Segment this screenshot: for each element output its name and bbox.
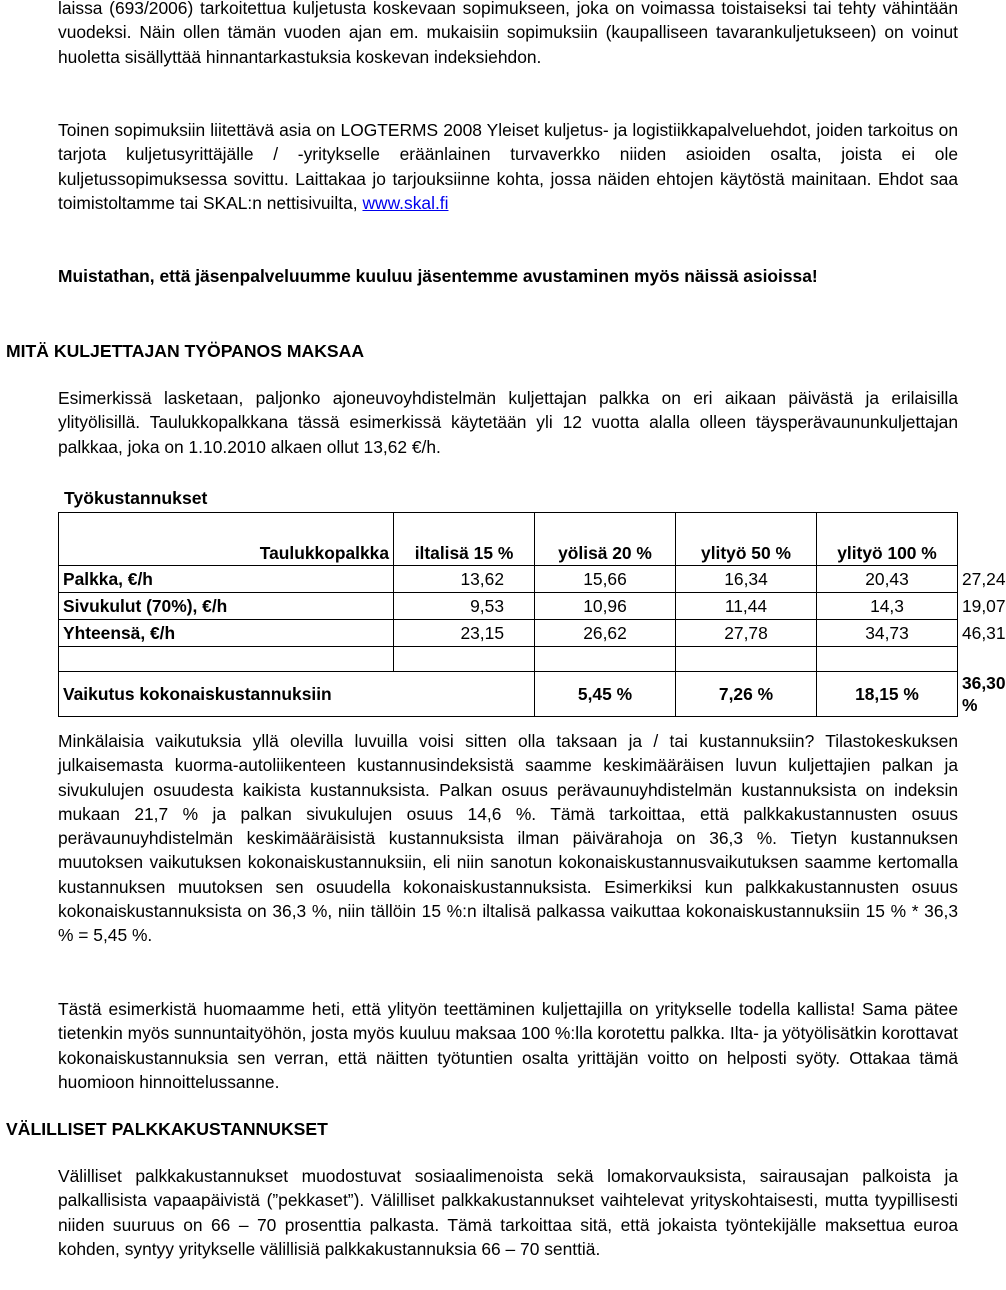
paragraph-logterms (58, 118, 958, 215)
table-cell: 18,15 % (817, 672, 958, 717)
table-cell: 13,62 (394, 566, 535, 593)
header-night-bonus: yölisä 20 % (535, 513, 676, 566)
row-label: Sivukulut (70%), €/h (59, 593, 394, 620)
row-label: Palkka, €/h (59, 566, 394, 593)
table-row: Palkka, €/h 13,62 15,66 16,34 20,43 27,24 (59, 566, 958, 593)
table-cell: 9,53 (394, 593, 535, 620)
table-cell: 15,66 (535, 566, 676, 593)
header-evening-bonus: iltalisä 15 % (394, 513, 535, 566)
heading-driver-cost: MITÄ KULJETTAJAN TYÖPANOS MAKSAA (6, 341, 365, 361)
table-row: Sivukulut (70%), €/h 9,53 10,96 11,44 14,3 19,07 (59, 593, 958, 620)
table-impact-row: Vaikutus kokonaiskustannuksiin 5,45 % 7,26 % 18,15 % 36,30 % (59, 672, 958, 717)
table-cell: 34,73 (817, 620, 958, 647)
row-label: Yhteensä, €/h (59, 620, 394, 647)
impact-label: Vaikutus kokonaiskustannuksiin (59, 672, 535, 717)
paragraph-example: Esimerkissä lasketaan, paljonko ajoneuvoyhdistelmän kuljettajan palkka on eri aikaan päivästä ja erilaisilla ylityölisillä. Taulukkopalkkana tässä esimerkissä käytetään yli 12 vuotta alalla olleen täysperävaununkuljettajan palkkaa, joka on 1.10.2010 alkaen ollut 13,62 €/h. (58, 388, 958, 457)
paragraph-intro: laissa (693/2006) tarkoitettua kuljetusta koskevaan sopimukseen, joka on voimassa toistaiseksi tai tehty vähintään vuodeksi. Näin ollen tämän vuoden ajan em. mukaisiin sopimuksiin (kaupalliseen tavarankuljetukseen) on voinut huoletta sisällyttää hinnantarkastuksia koskevan indeksiehdon. (58, 0, 958, 67)
table-cell: 16,34 (676, 566, 817, 593)
table-cell: 14,3 (817, 593, 958, 620)
paragraph-logterms-text: Toinen sopimuksiin liitettävä asia on LOGTERMS 2008 Yleiset kuljetus- ja logistiikkapalveluehdot, joiden tarkoitus on tarjota kuljetusyrittäjälle / -yritykselle eräänlainen turvaverkko niiden asioiden osalta, joista ei ole kuljetussopimuksessa sovittu. Laittakaa jo tarjouksiinne kohta, jossa näiden ehtojen käytöstä mainitaan. Ehdot saa toimistoltamme tai SKAL:n nettisivuilta, (58, 120, 958, 213)
table-cell: 26,62 (535, 620, 676, 647)
table-cell: 7,26 % (676, 672, 817, 717)
paragraph-member-service: Muistathan, että jäsenpalveluumme kuuluu jäsentemme avustaminen myös näissä asioissa! (58, 266, 818, 286)
table-cell: 11,44 (676, 593, 817, 620)
table-cell: 23,15 (394, 620, 535, 647)
table-cell: 20,43 (817, 566, 958, 593)
heading-indirect-costs: VÄLILLISET PALKKAKUSTANNUKSET (6, 1119, 328, 1139)
table-cell: 10,96 (535, 593, 676, 620)
header-base-wage: Taulukkopalkka (59, 513, 394, 566)
table-header-row (59, 513, 958, 566)
paragraph-overtime: Tästä esimerkistä huomaamme heti, että ylityön teettäminen kuljettajilla on yritykselle todella kallista! Sama pätee tietenkin myös sunnuntaityöhön, josta myös kuuluu maksaa 100 %:lla korotettu palkka. Ilta- ja yötyölisätkin korottavat kokonaiskustannuksia sen verran, että näitten työtuntien osalta yrittäjän voitto on helposti syöty. Ottakaa tämä huomioon hinnoittelussanne. (58, 999, 958, 1092)
header-overtime-100: ylityö 100 % (817, 513, 958, 566)
table-cell: 5,45 % (535, 672, 676, 717)
table-cell: 27,78 (676, 620, 817, 647)
table-row: Yhteensä, €/h 23,15 26,62 27,78 34,73 46,31 (59, 620, 958, 647)
header-overtime-50: ylityö 50 % (676, 513, 817, 566)
labor-cost-table (58, 512, 1006, 717)
paragraph-cost-index: Minkälaisia vaikutuksia yllä olevilla luvuilla voisi sitten olla taksaan ja / tai kustannuksiin? Tilastokeskuksen julkaisemasta kuorma-autoliikenteen kustannusindeksistä saamme keskimääräisen luvun kuljettajien palkan ja sivukulujen osuudesta kaikista kustannuksista. Palkan osuus perävaunuyhdistelmän kustannuksista on indeksin mukaan 21,7 % ja palkan sivukulujen osuus 14,6 %. Tämä tarkoittaa, että palkkakustannusten osuus perävaunuyhdistelmän keskimääräisistä kustannuksista ilman päivärahoja on 36,3 %. Tietyn kustannuksen muutoksen vaikutuksen kokonaiskustannuksiin, eli niin sanotun kokonaiskustannusvaikutuksen saamme kertomalla kustannuksen muutoksen sen osuudella kokonaiskustannuksista. Esimerkiksi kun palkkakustannusten osuus kokonaiskustannuksista on 36,3 %, niin tällöin 15 %:n iltalisä palkassa vaikuttaa kokonaiskustannuksiin 15 % * 36,3 % = 5,45 %. (58, 731, 958, 946)
table-spacer-row (59, 647, 958, 672)
table-title: Työkustannukset (64, 488, 208, 508)
skal-link[interactable]: www.skal.fi (362, 192, 449, 213)
paragraph-indirect: Välilliset palkkakustannukset muodostuvat sosiaalimenoista sekä lomakorvauksista, sairausajan palkoista ja palkallisista vapaapäivistä (”pekkaset”). Välilliset palkkakustannukset vaihtelevat yrityskohtaisesti, mutta tyypillisesti niiden suuruus on 66 – 70 prosenttia palkasta. Tämä tarkoittaa sitä, että jokaista työntekijälle maksettua euroa kohden, syntyy yritykselle välillisiä palkkakustannuksia 66 – 70 senttiä. (58, 1166, 958, 1259)
